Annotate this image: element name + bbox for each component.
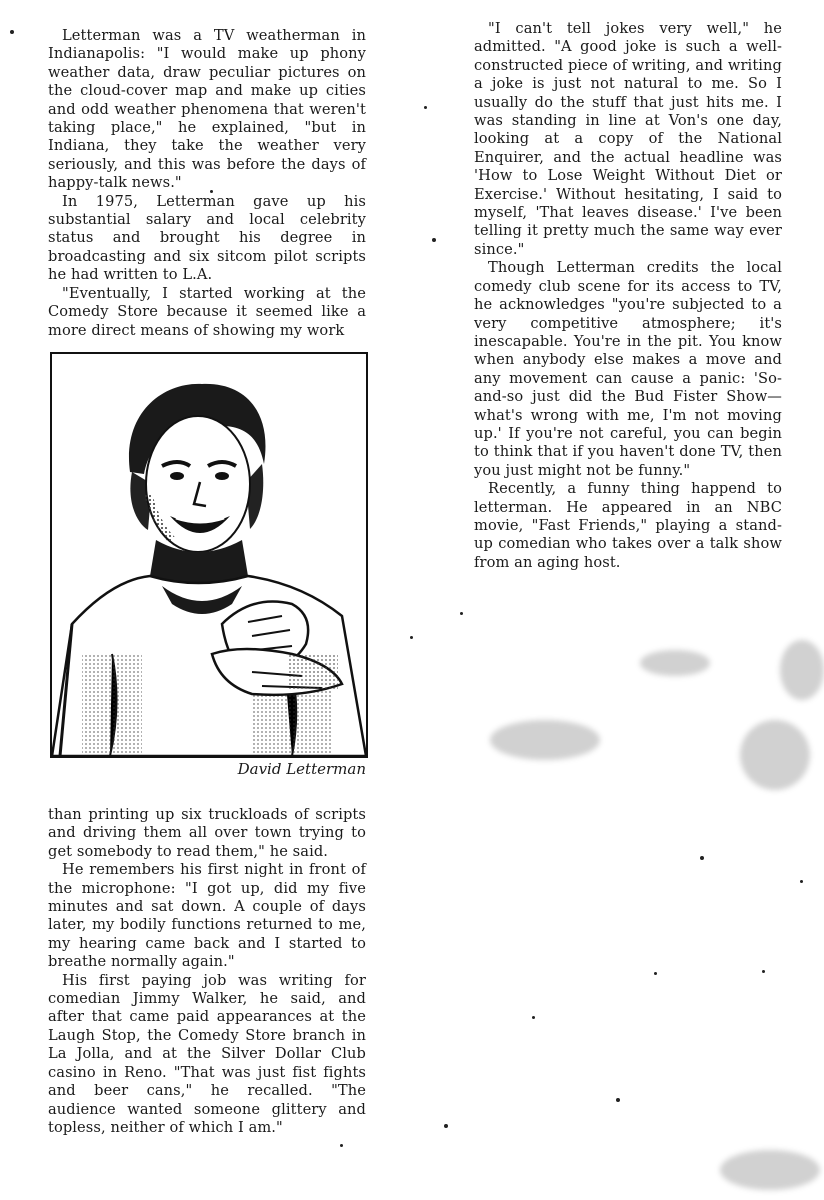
- left-column-top: [48, 27, 366, 340]
- letterman-photo: [50, 352, 368, 758]
- photocopy-speck: [340, 1144, 343, 1147]
- paragraph: than printing up six truckloads of scripts and driving them all over town trying to get somebody to read them," he said.: [48, 806, 366, 860]
- photocopy-speck: [762, 970, 765, 973]
- photocopy-speck: [616, 1098, 620, 1102]
- photocopy-speck: [800, 880, 803, 883]
- paragraph: He remembers his first night in front of the microphone: "I got up, did my five minutes and sat down. A couple of days later, my bodily functions returned to me, my hearing came back and I started to breathe normally again.": [48, 861, 366, 971]
- photocopy-smudge: [780, 640, 824, 700]
- paragraph: His first paying job was writing for comedian Jimmy Walker, he said, and after that came paid appearances at the Laugh Stop, the Comedy Store branch in La Jolla, and at the Silver Dollar Club casino in Reno. "That was just fist fights and beer cans," he recalled. "The audience wanted someone glittery and topless, neither of which I am.": [48, 971, 366, 1136]
- photocopy-speck: [460, 612, 463, 615]
- left-column-bottom: [48, 806, 366, 1137]
- photo-caption: David Letterman: [237, 760, 366, 778]
- paragraph: Though Letterman credits the local comedy club scene for its access to TV, he acknowledges "you're subjected to a very competitive atmosphere; it's inescapable. You're in the pit. You know when anybody else makes a move and any movement can cause a panic: 'So-and-so just did the Bud Fister Show—what's wrong with me, I'm not moving up.' If you're not careful, you can begin to think that if you haven't done TV, then you just might not be funny.": [474, 259, 782, 479]
- photocopy-smudge: [640, 650, 710, 676]
- photocopy-speck: [432, 238, 436, 242]
- photocopy-speck: [424, 106, 427, 109]
- portrait-illustration: [52, 354, 366, 756]
- photocopy-speck: [654, 972, 657, 975]
- photocopy-smudge: [490, 720, 600, 760]
- photocopy-smudge: [720, 1150, 820, 1190]
- photocopy-speck: [10, 30, 14, 34]
- paragraph: Letterman was a TV weatherman in Indianapolis: "I would make up phony weather data, draw peculiar pictures on the cloud-cover map and make up cities and odd weather phenomena that weren't taking place," he explained, "but in Indiana, they take the weather very seriously, and this was before the days of happy-talk news.": [48, 27, 366, 192]
- photocopy-smudge: [740, 720, 810, 790]
- photocopy-speck: [210, 190, 213, 193]
- paragraph: "Eventually, I started working at the Comedy Store because it seemed like a more direct means of showing my work: [48, 284, 366, 339]
- paragraph: In 1975, Letterman gave up his substantial salary and local celebrity status and brought his degree in broadcasting and six sitcom pilot scripts he had written to L.A.: [48, 192, 366, 284]
- photocopy-speck: [444, 1124, 448, 1128]
- photocopy-speck: [410, 636, 413, 639]
- paragraph: "I can't tell jokes very well," he admitted. "A good joke is such a well-constructed piece of writing, and writing a joke is just not natural to me. So I usually do the stuff that just hits me. I was standing in line at Von's one day, looking at a copy of the National Enquirer, and the actual headline was 'How to Lose Weight Without Diet or Exercise.' Without hesitating, I said to myself, 'That leaves disease.' I've been telling it pretty much the same way ever since.": [474, 20, 782, 258]
- photocopy-speck: [532, 1016, 535, 1019]
- photocopy-speck: [700, 856, 704, 860]
- right-column: [474, 20, 782, 572]
- paragraph: Recently, a funny thing happend to letterman. He appeared in an NBC movie, "Fast Friends," playing a stand-up comedian who takes over a talk show from an aging host.: [474, 480, 782, 571]
